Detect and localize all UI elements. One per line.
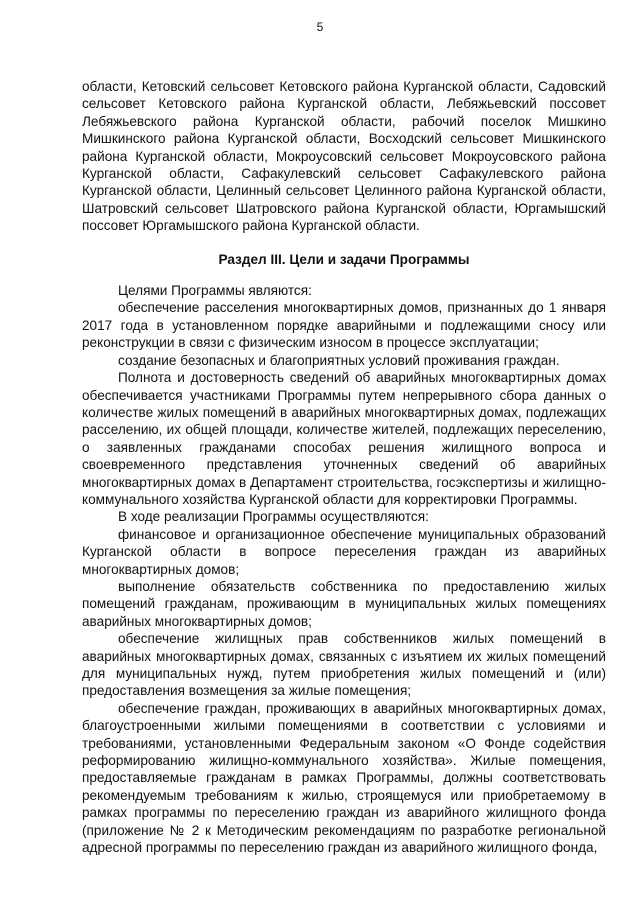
- paragraph-owner-rights: обеспечение жилищных прав собственников жилых помещений в аварийных многоквартирных домах, связанных с изъятием их жилых помещений для муниципальных нужд, путем приобретения жилых помещений и (или) предоставления возмещения за жилые помещения;: [82, 631, 606, 699]
- document-body: [82, 78, 606, 856]
- paragraph-goal-safe-conditions: создание безопасных и благоприятных условий проживания граждан.: [118, 352, 560, 368]
- paragraph-implementation-intro: В ходе реализации Программы осуществляются:: [118, 509, 429, 525]
- paragraph-goal-resettlement: обеспечение расселения многоквартирных домов, признанных до 1 января 2017 года в установленном порядке аварийными и подлежащими сносу или реконструкции в связи с физическим износом в процессе эксплуатации;: [82, 300, 606, 351]
- paragraph-owner-obligations: выполнение обязательств собственника по предоставлению жилых помещений гражданам, проживающим в муниципальных жилых помещениях аварийных многоквартирных домов;: [82, 578, 606, 629]
- paragraph-goals-intro: Целями Программы являются:: [118, 283, 312, 299]
- section-title: Раздел III. Цели и задачи Программы: [218, 251, 470, 267]
- paragraph-housing-provision: обеспечение граждан, проживающих в аварийных многоквартирных домах, благоустроенными жилыми помещениями в соответствии с условиями и требованиями, установленными Федеральным законом «О Фонде содействия реформированию жилищно-коммунального хозяйства». Жилые помещения, предоставляемые гражданам в рамках Программы, должны соответствовать рекомендуемым требованиям к жилью, строящемуся или приобретаемому в рамках программы по переселению граждан из аварийного жилищного фонда (приложение № 2 к Методическим рекомендациям по разработке региональной адресной программы по переселению граждан из аварийного жилищного фонда,: [82, 700, 606, 856]
- paragraph-data-completeness: Полнота и достоверность сведений об аварийных многоквартирных домах обеспечивается участниками Программы путем непрерывного сбора данных о количестве жилых помещений в аварийных многоквартирных домах, подлежащих расселению, их общей площади, количестве жителей, подлежащих переселению, о заявленных гражданами способах решения жилищного вопроса и своевременного представления уточненных сведений об аварийных многоквартирных домах в Департамент строительства, госэкспертизы и жилищно-коммунального хозяйства Курганской области для корректировки Программы.: [82, 370, 606, 507]
- page-number: 5: [316, 20, 324, 34]
- paragraph-financial-support: финансовое и организационное обеспечение муниципальных образований Курганской области в вопросе переселения граждан из аварийных многоквартирных домов;: [82, 526, 606, 577]
- intro-paragraph: области, Кетовский сельсовет Кетовского района Курганской области, Садовский сельсовет Кетовского района Курганской области, Лебяжьевский поссовет Лебяжьевского района Курганской области, рабочий поселок Мишкино Мишкинского района Курганской области, Восходский сельсовет Мишкинского района Курганской области, Мокроусовский сельсовет Мокроусовского района Курганской области, Сафакулевский сельсовет Сафакулевского района Курганской области, Целинный сельсовет Целинного района Курганской области, Шатровский сельсовет Шатровского района Курганской области, Юргамышский поссовет Юргамышского района Курганской области.: [82, 79, 606, 234]
